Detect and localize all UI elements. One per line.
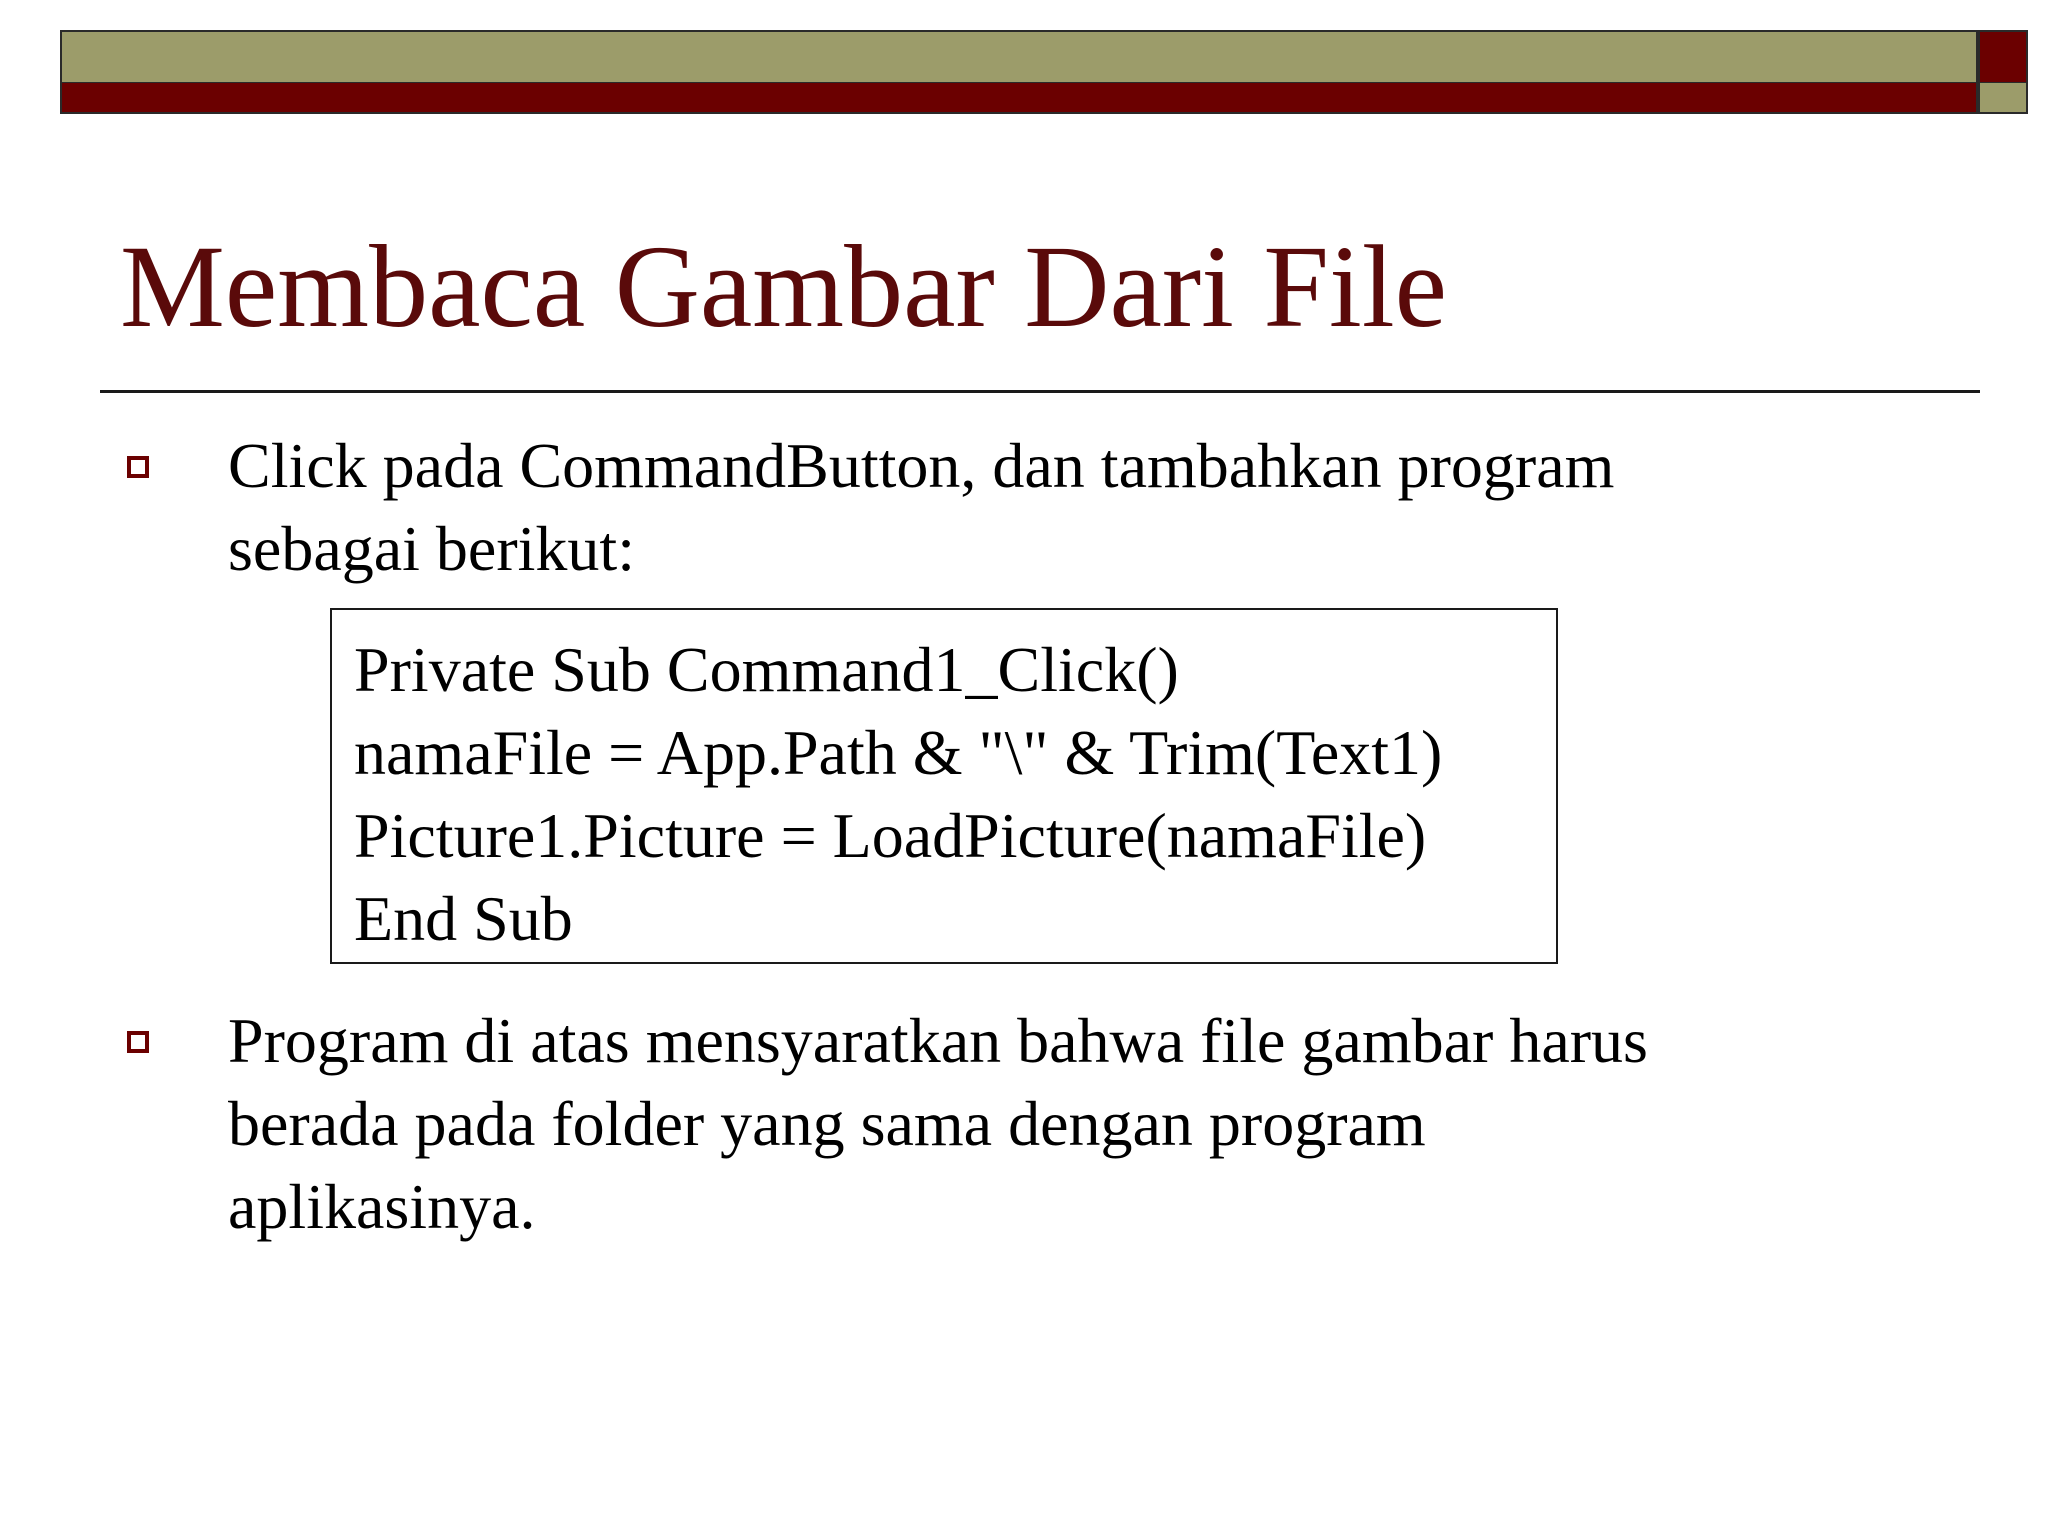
header-corner-olive: [1978, 82, 2028, 114]
hollow-square-bullet-icon: [127, 1031, 149, 1053]
code-line-1: Private Sub Command1_Click(): [354, 634, 1179, 705]
bullet-text-2: [228, 999, 1648, 1248]
code-block: [330, 608, 1558, 964]
bullet-2-line-1: Program di atas mensyaratkan bahwa file gambar harus: [228, 1005, 1648, 1076]
bullet-2-line-2: berada pada folder yang sama dengan program: [228, 1088, 1426, 1159]
header-bar-olive: [60, 30, 1978, 82]
header-bar-maroon: [60, 82, 1978, 114]
bullet-1-line-1: Click pada CommandButton, dan tambahkan program: [228, 430, 1615, 501]
bullet-1-line-2: sebagai berikut:: [228, 513, 635, 584]
code-line-4: End Sub: [354, 883, 573, 954]
hollow-square-bullet-icon: [127, 456, 149, 478]
code-line-3: Picture1.Picture = LoadPicture(namaFile): [354, 800, 1427, 871]
bullet-text-1: [228, 424, 1614, 590]
slide-title: Membaca Gambar Dari File: [120, 221, 1447, 352]
header-corner-maroon: [1978, 30, 2028, 82]
code-line-2: namaFile = App.Path & "\" & Trim(Text1): [354, 717, 1443, 788]
bullet-2-line-3: aplikasinya.: [228, 1171, 536, 1242]
title-divider: [100, 390, 1980, 393]
